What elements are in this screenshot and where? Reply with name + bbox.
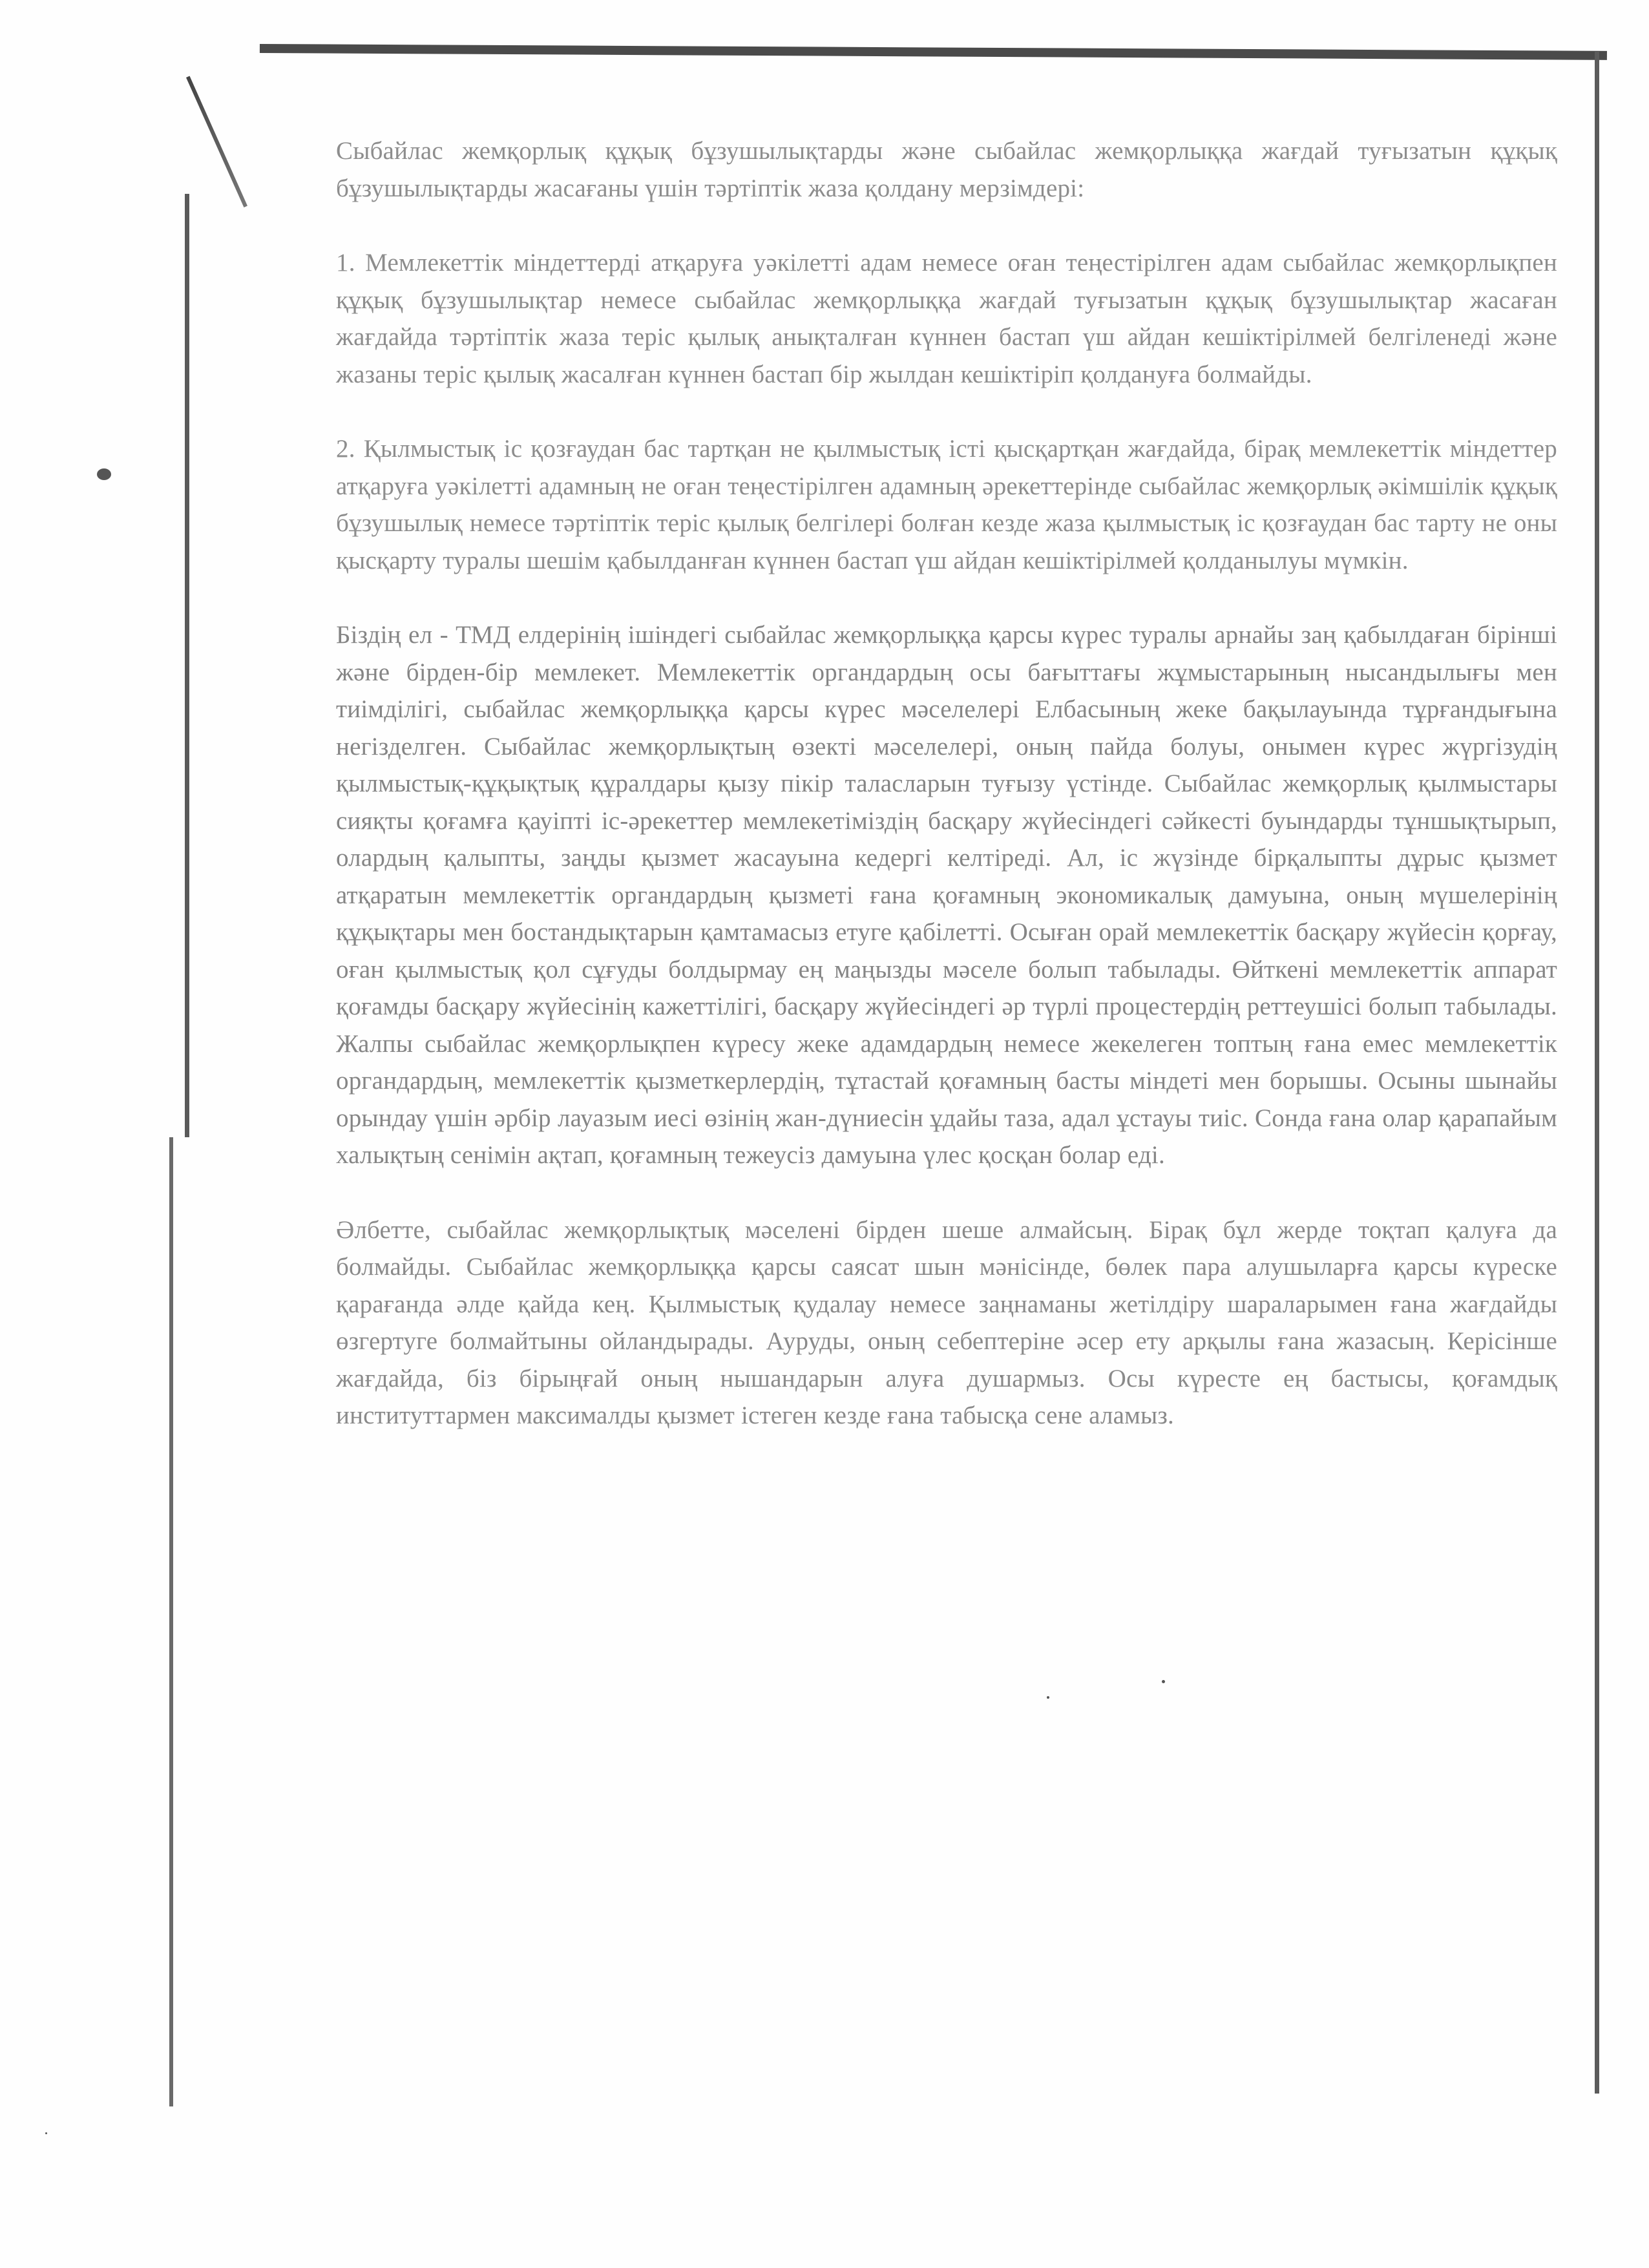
frame-left-edge-upper	[185, 194, 189, 1137]
frame-right-edge	[1595, 52, 1599, 2094]
paragraph-2: 2. Қылмыстық іс қозғаудан бас тартқан не қылмыстық істі қысқартқан жағдайда, бірақ мемлекеттік міндеттер атқаруға уәкілетті адамның не оған теңестірілген адамның әрекеттерінде сыбайлас жемқорлық әкімшілік құқық бұзушылық немесе тәртіптік теріс қылық белгілері болған кезде жаза қылмыстық іс қозғаудан бас тарту не оны қысқарту туралы шешім қабылданған күннен бастап үш айдан кешіктірілмей қолданылуы мүмкін.	[336, 435, 1557, 574]
paragraph-4: Әлбетте, сыбайлас жемқорлықтық мәселені бірден шеше алмайсың. Бірақ бұл жерде тоқтап қалуға да болмайды. Сыбайлас жемқорлыққа қарсы саясат шын мәнісінде, бөлек пара алушыларға қарсы күреске қарағанда әлде қайда кең. Қылмыстық қудалау немесе заңнаманы жетілдіру шараларымен ғана жағдайды өзгертуге болмайтыны ойландырады. Ауруды, оның себептеріне әсер ету арқылы ғана жазасың. Керісінше жағдайда, біз бірыңғай оның нышандарын алуға душармыз. Осы күресте ең бастысы, қоғамдық институттармен максималды қызмет істеген кезде ғана табысқа сене аламыз.	[336, 1215, 1557, 1429]
paragraph-1: 1. Мемлекеттік міндеттерді атқаруға уәкілетті адам немесе оған теңестірілген адам сыбайлас жемқорлықпен құқық бұзушылықтар немесе сыбайлас жемқорлыққа жағдай туғызатын құқық бұзушылықтар жасаған жағдайда тәртіптік жаза теріс қылық анықталған күннен бастап үш айдан кешіктірілмей белгіленеді және жазаны теріс қылық жасалған күннен бастап бір жылдан кешіктіріп қолдануға болмайды.	[336, 249, 1557, 388]
document-title: Сыбайлас жемқорлық құқық бұзушылықтарды және сыбайлас жемқорлыққа жағдай туғызатын құқық бұзушылықтарды жасағаны үшін тәртіптік жаза қолдану мерзімдері:	[336, 137, 1557, 202]
scan-speck	[1162, 1680, 1165, 1683]
scan-speck	[97, 468, 111, 480]
scan-speck	[45, 2132, 47, 2134]
frame-left-corner	[186, 76, 247, 207]
frame-top-edge	[260, 44, 1607, 60]
paragraph-3: Біздің ел - ТМД елдерінің ішіндегі сыбайлас жемқорлыққа қарсы күрес туралы арнайы заң қабылдаған бірінші және бірден-бір мемлекет. Мемлекеттік органдардың осы бағыттағы жұмыстарының нысандылығы мен тиімділігі, сыбайлас жемқорлыққа қарсы күрес мәселелері Елбасының жеке бақылауында тұрғандығына негізделген. Сыбайлас жемқорлықтың өзекті мәселелері, оның пайда болуы, онымен күрес жүргізудің қылмыстық-құқықтық құралдары қызу пікір таласларын туғызу үстінде. Сыбайлас жемқорлық қылмыстары сияқты қоғамға қауіпті іс-әрекеттер мемлекетіміздің басқару жүйесіндегі сәйкесті буындарды тұншықтырып, олардың қалыпты, заңды қызмет жасауына кедергі келтіреді. Ал, іс жүзінде бірқалыпты дұрыс қызмет атқаратын мемлекеттік органдардың қызметі ғана қоғамның экономикалық дамуына, оның мүшелерінің құқықтары мен бостандықтарын қамтамасыз етуге қабілетті. Осыған орай мемлекеттік басқару жүйесін қорғау, оған қылмыстық қол сұғуды болдырмау ең маңызды мәселе болып табылады. Өйткені мемлекеттік аппарат қоғамды басқару жүйесінің кажеттілігі, басқару жүйесіндегі әр түрлі процестердің реттеушісі болып табылады. Жалпы сыбайлас жемқорлықпен күресу жеке адамдардың немесе жекелеген топтың ғана емес мемлекеттік органдардың, мемлекеттік қызметкерлердің, тұтастай қоғамның басты міндеті мен борышы. Осыны шынайы орындау үшін әрбір лауазым иесі өзінің жан-дүниесін ұдайы таза, адал ұстауы тиіс. Сонда ғана олар қарапайым халықтың сенімін ақтап, қоғамның тежеусіз дамуына үлес қосқан болар еді.	[336, 621, 1557, 1169]
document-text	[336, 132, 1557, 1472]
scan-speck	[1047, 1696, 1049, 1699]
frame-left-edge-lower	[169, 1137, 173, 2106]
